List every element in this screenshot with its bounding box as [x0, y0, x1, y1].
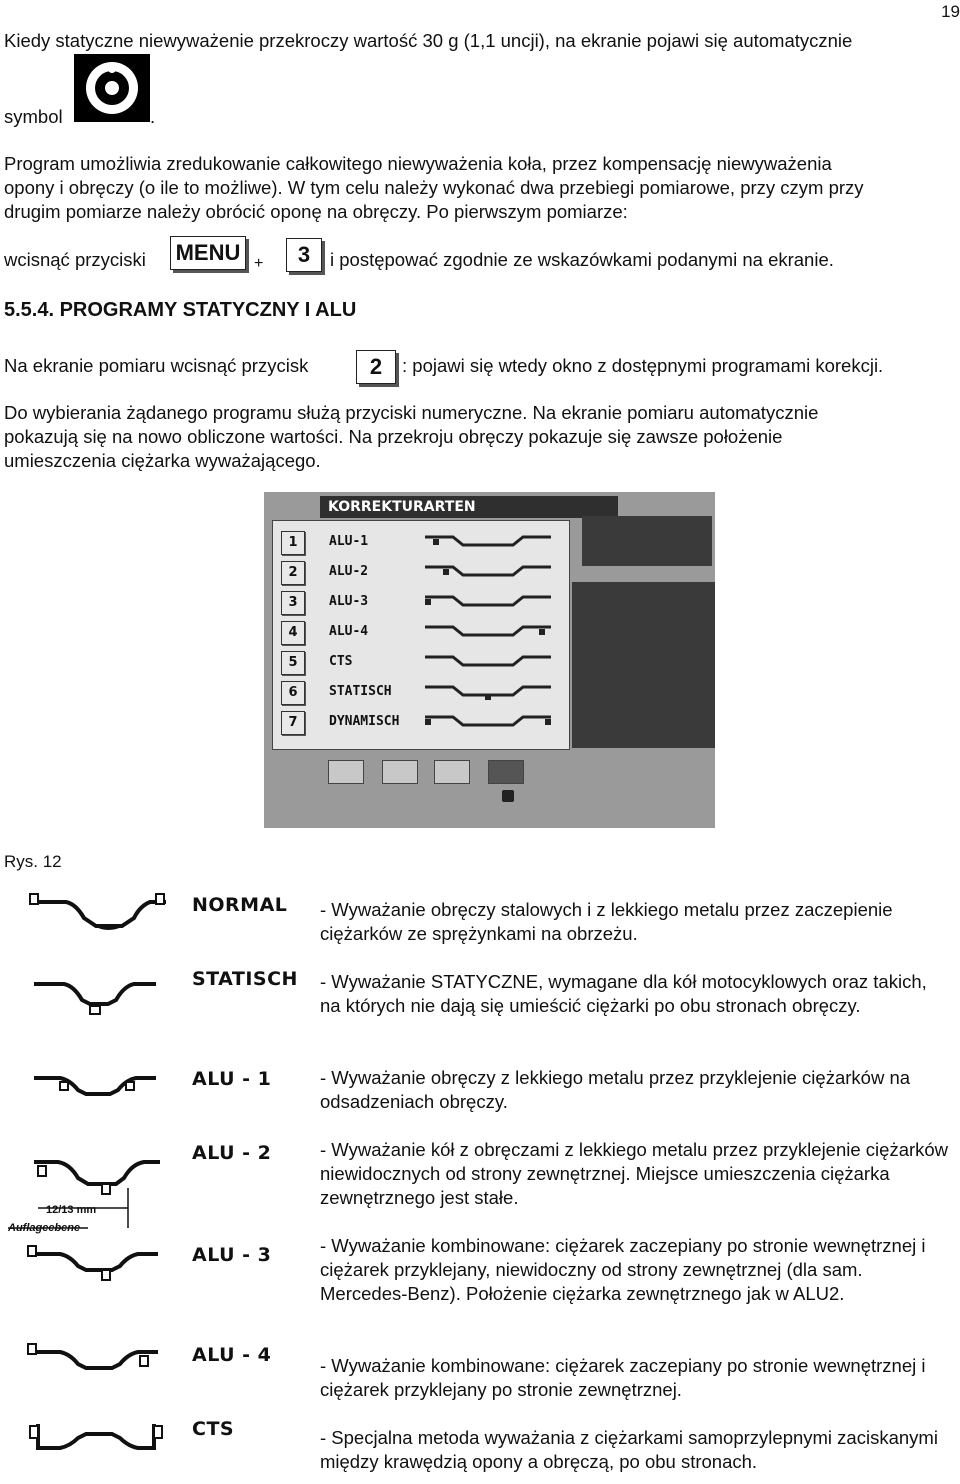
press-prefix: wcisnąć przyciski — [4, 249, 146, 270]
screen-num-key[interactable]: 4 — [281, 621, 305, 645]
menu-key: MENU — [170, 236, 246, 270]
static-imbalance-symbol-icon — [74, 54, 150, 122]
rim-profile-icon — [423, 683, 553, 701]
press-suffix: i postępować zgodnie ze wskazówkami podanymi na ekranie. — [330, 249, 834, 270]
rim-profile-icon — [423, 593, 553, 611]
mode-desc: - Wyważanie obręczy stalowych i z lekkiego metalu przez zaczepienie ciężarków ze sprężynkami na obrzeżu. — [320, 899, 893, 944]
screen-dark-area — [572, 582, 715, 748]
mode-label: CTS — [192, 1418, 235, 1440]
para2-line: Program umożliwia zredukowanie całkowitego niewyważenia koła, przez kompensację niewyważenia — [4, 153, 832, 174]
screen-menu-panel — [272, 520, 570, 750]
screen-item-label: ALU-1 — [329, 534, 369, 549]
mode-desc: - Wyważanie kół z obręczami z lekkiego metalu przez przyklejenie ciężarków niewidocznych od strony zewnętrznej. Miejsce umieszczenia ciężarka zewnętrznego jest stałe. — [320, 1139, 949, 1208]
screen-item-label: ALU-4 — [329, 624, 369, 639]
mode-label: ALU - 4 — [192, 1344, 272, 1366]
mode-label: ALU - 1 — [192, 1068, 272, 1090]
para1-symbol-word: symbol — [4, 106, 63, 127]
mode-label: STATISCH — [192, 968, 298, 990]
figure-caption: Rys. 12 — [4, 852, 62, 871]
screen-title: KORREKTURARTEN — [320, 496, 618, 518]
rim-profile-icon — [423, 533, 553, 551]
para2-line: drugim pomiarze należy obrócić oponę na obręczy. Po pierwszym pomiarze: — [4, 201, 628, 222]
rim-profile-icon — [423, 713, 553, 731]
rim-profile-icon — [423, 563, 553, 581]
screen-item-label: CTS — [329, 654, 353, 669]
screen-item-label: STATISCH — [329, 684, 392, 699]
rim-alu3-drawing — [26, 1240, 166, 1290]
mode-desc: - Wyważanie kombinowane: ciężarek zaczepiany po stronie wewnętrznej i ciężarek przyklejany, niewidoczny od strony zewnętrznej (dla sam. Mercedes-Benz). Położenie ciężarka zewnętrznego jak w ALU2. — [320, 1235, 926, 1304]
rim-statisch-drawing — [30, 966, 160, 1026]
mode-desc: - Specjalna metoda wyważania z ciężarkami samoprzylepnymi zaciskanymi między krawędzią opony a obręczą, po obu stronach. — [320, 1427, 938, 1472]
para3-line: pokazują się na nowo obliczone wartości. Na przekroju obręczy pokazuje się zawsze położenie — [4, 426, 783, 447]
rim-alu4-drawing — [26, 1338, 166, 1388]
screen-status-icon — [502, 790, 514, 802]
screen-item-label: ALU-3 — [329, 594, 369, 609]
para1-symbol-end: . — [150, 106, 156, 127]
rim-profile-icon — [423, 623, 553, 641]
screen-dark-area — [582, 516, 712, 566]
screen-num-key[interactable]: 6 — [281, 681, 305, 705]
alu2-dimension: 12/13 mm — [46, 1204, 97, 1216]
page-number: 19 — [941, 2, 960, 21]
para2-line: opony i obręczy (o ile to możliwe). W tym celu należy wykonać dwa przebiegi pomiarowe, przy czym przy — [4, 177, 864, 198]
key-2: 2 — [356, 350, 396, 384]
plus-sign: + — [254, 255, 264, 272]
screen-softkey[interactable] — [488, 760, 524, 784]
screen-num-key[interactable]: 1 — [281, 531, 305, 555]
mode-label: ALU - 3 — [192, 1244, 272, 1266]
para3-line: umieszczenia ciężarka wyważającego. — [4, 450, 321, 471]
rim-normal-drawing — [26, 888, 176, 948]
mode-label: ALU - 2 — [192, 1142, 272, 1164]
section-heading: 5.5.4. PROGRAMY STATYCZNY I ALU — [4, 299, 357, 321]
para1-line1: Kiedy statyczne niewyważenie przekroczy wartość 30 g (1,1 uncji), na ekranie pojawi się automatycznie — [4, 30, 853, 51]
screen-item-label: DYNAMISCH — [329, 714, 400, 729]
screen-item-label: ALU-2 — [329, 564, 369, 579]
para3-line: Do wybierania żądanego programu służą przyciski numeryczne. Na ekranie pomiaru automatycznie — [4, 402, 819, 423]
mode-label: NORMAL — [192, 894, 288, 916]
screen-softkey[interactable] — [328, 760, 364, 784]
rim-cts-drawing — [26, 1412, 166, 1462]
screen-num-key[interactable]: 2 — [281, 561, 305, 585]
correction-types-screen — [264, 492, 715, 828]
screen-num-key[interactable]: 3 — [281, 591, 305, 615]
screen-softkey[interactable] — [434, 760, 470, 784]
screen-num-key[interactable]: 5 — [281, 651, 305, 675]
rim-alu1-drawing — [30, 1064, 160, 1114]
screen-softkey[interactable] — [382, 760, 418, 784]
key-3: 3 — [286, 238, 322, 272]
screen-num-key[interactable]: 7 — [281, 711, 305, 735]
alu2-reference-plane: Auflageebene — [8, 1222, 81, 1234]
press2-suffix: : pojawi się wtedy okno z dostępnymi programami korekcji. — [402, 355, 884, 376]
mode-desc: - Wyważanie kombinowane: ciężarek zaczepiany po stronie wewnętrznej i ciężarek przyklejany po stronie zewnętrznej. — [320, 1355, 926, 1400]
mode-desc: - Wyważanie STATYCZNE, wymagane dla kół motocyklowych oraz takich, na których nie dają się umieścić ciężarki po obu stronach obręczy. — [320, 971, 927, 1016]
mode-desc: - Wyważanie obręczy z lekkiego metalu przez przyklejenie ciężarków na odsadzeniach obręczy. — [320, 1067, 911, 1112]
press2-prefix: Na ekranie pomiaru wcisnąć przycisk — [4, 355, 309, 376]
rim-profile-icon — [423, 653, 553, 671]
